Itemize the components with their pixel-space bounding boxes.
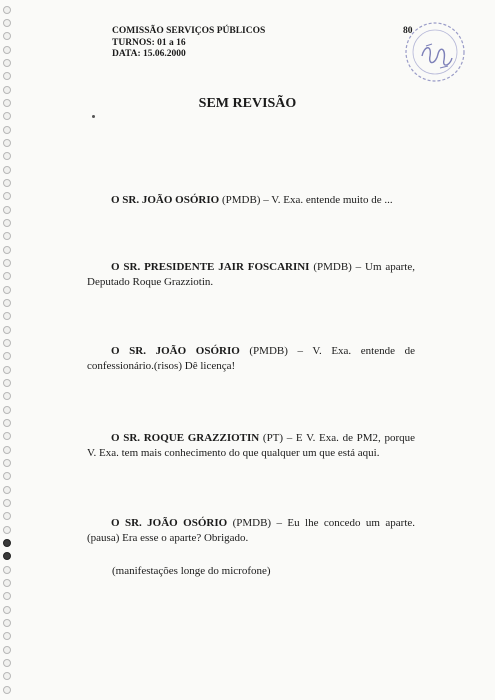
- speech-text: (PMDB) – Um aparte, Deputado Roque Grazziotin.: [87, 261, 415, 288]
- speech-1: [87, 193, 415, 208]
- speech-5: [87, 516, 415, 546]
- document-title: SEM REVISÃO: [198, 96, 297, 111]
- speech-text: (PMDB) – V. Exa. entende de confessionário.(risos) Dê licença!: [87, 345, 415, 372]
- speaker-name: O SR. ROQUE GRAZZIOTIN: [111, 432, 260, 444]
- page-number: 80: [403, 26, 413, 36]
- speaker-name: O SR. JOÃO OSÓRIO: [111, 345, 240, 357]
- ink-speck: [92, 115, 95, 118]
- rubric-stamp: [402, 16, 468, 88]
- header-shifts: TURNOS: 01 a 16: [112, 37, 186, 48]
- document-header: [112, 26, 265, 61]
- speech-text: (PMDB) – Eu lhe concedo um aparte.(pausa) Era esse o aparte? Obrigado.: [87, 517, 416, 544]
- speaker-name: O SR. JOÃO OSÓRIO: [111, 194, 220, 206]
- speech-text: (PT) – E V. Exa. de PM2, porque V. Exa. tem mais conhecimento do que qualquer um que está aqui.: [87, 432, 415, 459]
- stage-direction: (manifestações longe do microfone): [112, 565, 271, 577]
- speech-2: [87, 260, 415, 290]
- speech-4: [87, 431, 415, 461]
- header-date: DATA: 15.06.2000: [112, 49, 186, 59]
- speaker-name: O SR. PRESIDENTE JAIR FOSCARINI: [111, 261, 310, 273]
- speaker-name: O SR. JOÃO OSÓRIO: [111, 517, 228, 529]
- speech-text: (PMDB) – V. Exa. entende muito de ...: [219, 194, 393, 206]
- speech-3: [87, 344, 415, 374]
- header-commission: COMISSÃO SERVIÇOS PÚBLICOS: [112, 26, 266, 36]
